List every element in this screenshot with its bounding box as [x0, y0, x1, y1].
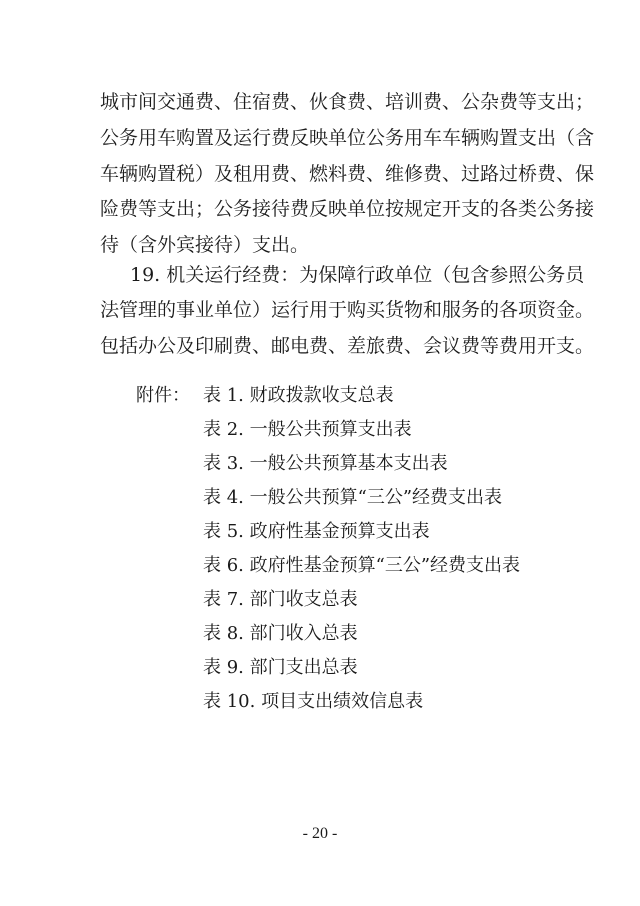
- paragraph-line: 包括办公及印刷费、邮电费、差旅费、会议费等费用开支。: [100, 335, 595, 357]
- attachment-item: 表 2. 一般公共预算支出表: [203, 419, 412, 440]
- paragraph-line: 城市间交通费、住宿费、伙食费、培训费、公杂费等支出；: [100, 91, 595, 113]
- attachment-item: 表 7. 部门收支总表: [203, 589, 358, 610]
- attachment-item: 表 5. 政府性基金预算支出表: [203, 521, 430, 542]
- page-number: - 20 -: [302, 825, 338, 842]
- attachment-item: 表 10. 项目支出绩效信息表: [203, 691, 424, 712]
- paragraph-line: 车辆购置税）及租用费、燃料费、维修费、过路过桥费、保: [100, 163, 595, 185]
- attachment-heading: 附件：: [136, 385, 190, 406]
- paragraph-line: 公务用车购置及运行费反映单位公务用车车辆购置支出（含: [100, 127, 595, 149]
- paragraph-line: 法管理的事业单位）运行用于购买货物和服务的各项资金。: [100, 299, 595, 321]
- attachment-item: 表 3. 一般公共预算基本支出表: [203, 453, 448, 474]
- paragraph-line: 待（含外宾接待）支出。: [100, 234, 310, 256]
- attachment-item: 表 4. 一般公共预算“三公”经费支出表: [203, 487, 503, 508]
- paragraph-line: 险费等支出；公务接待费反映单位按规定开支的各类公务接: [100, 198, 595, 220]
- attachment-item: 表 1. 财政拨款收支总表: [203, 385, 394, 406]
- attachment-item: 表 8. 部门收入总表: [203, 623, 358, 644]
- attachment-item: 表 9. 部门支出总表: [203, 657, 358, 678]
- attachment-item: 表 6. 政府性基金预算“三公”经费支出表: [203, 555, 521, 576]
- paragraph-line: 19. 机关运行经费：为保障行政单位（包含参照公务员: [130, 264, 585, 286]
